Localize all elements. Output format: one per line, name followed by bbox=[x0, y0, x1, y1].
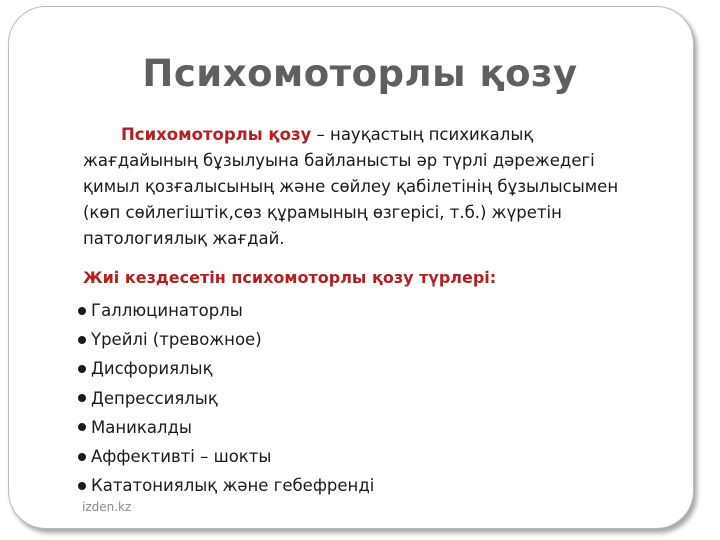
bullet-icon bbox=[78, 482, 86, 490]
list-item bbox=[78, 442, 374, 471]
definition-text: – науқастың психикалық жағдайының бұзылуына байланысты әр түрлі дәрежедегі қимыл қозғалысының және сөйлеу қабілетінің бұзылысымен (көп сөйлегіштік,сөз құрамының өзгерісі, т.б.) жүретін патологиялық жағдай. bbox=[83, 125, 619, 248]
list-item-label: Депрессиялық bbox=[91, 388, 218, 408]
definition-paragraph bbox=[83, 122, 643, 252]
list-item-label: Аффективті – шокты bbox=[91, 447, 272, 467]
bullet-icon bbox=[78, 453, 86, 461]
types-subheading: Жиі кездесетін психомоторлы қозу түрлері: bbox=[83, 268, 497, 287]
list-item-label: Үрейлі (тревожное) bbox=[91, 330, 262, 350]
list-item bbox=[78, 384, 374, 413]
list-item bbox=[78, 413, 374, 442]
list-item-label: Галлюцинаторлы bbox=[91, 301, 243, 321]
list-item-label: Дисфориялық bbox=[91, 359, 213, 379]
definition-term: Психомоторлы қозу bbox=[121, 125, 312, 144]
footer-source: izden.kz bbox=[82, 500, 132, 514]
bullet-icon bbox=[78, 365, 86, 373]
list-item-label: Маникалды bbox=[91, 417, 192, 437]
bullet-icon bbox=[78, 423, 86, 431]
bullet-icon bbox=[78, 307, 86, 315]
list-item bbox=[78, 354, 374, 383]
list-item bbox=[78, 471, 374, 500]
slide-title: Психомоторлы қозу bbox=[142, 52, 578, 95]
list-item-label: Кататониялық және гебефренді bbox=[91, 476, 375, 496]
list-item bbox=[78, 296, 374, 325]
types-list bbox=[78, 296, 374, 500]
bullet-icon bbox=[78, 394, 86, 402]
bullet-icon bbox=[78, 336, 86, 344]
list-item bbox=[78, 325, 374, 354]
